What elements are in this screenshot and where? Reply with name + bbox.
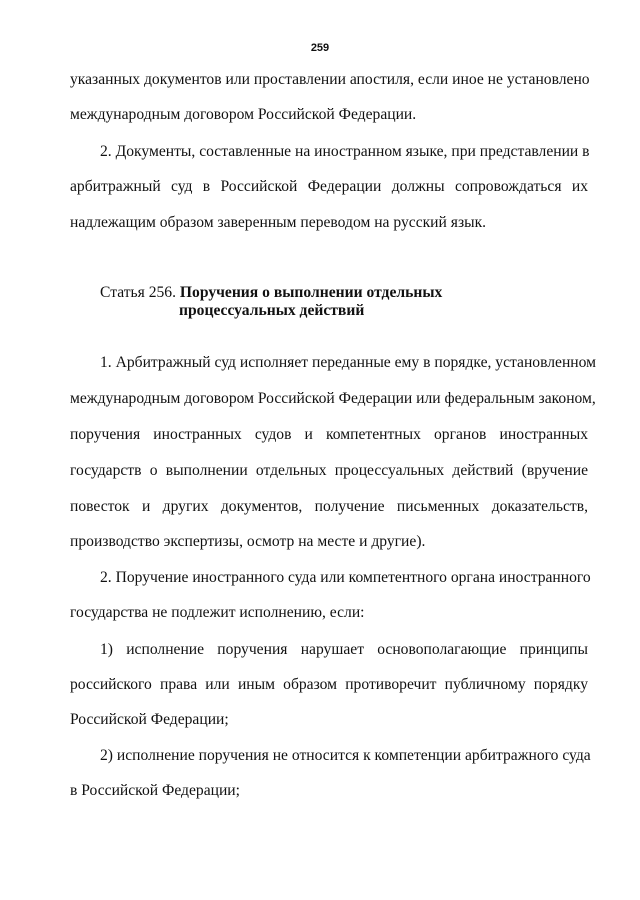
text-line: указанных документов или проставлении апостиля, если иное не установлено <box>70 71 590 88</box>
text-line: арбитражный суд в Российской Федерации должны сопровождаться их <box>70 178 588 195</box>
article-number: Статья 256. <box>100 284 177 301</box>
text-line: Российской Федерации; <box>70 711 229 728</box>
text-line: 1) исполнение поручения нарушает основополагающие принципы <box>100 641 588 658</box>
page-number: 259 <box>310 42 330 54</box>
text-line: российского права или иным образом противоречит публичному порядку <box>70 676 588 693</box>
text-line: государств о выполнении отдельных процессуальных действий (вручение <box>70 462 588 479</box>
text-line: 2) исполнение поручения не относится к компетенции арбитражного суда <box>100 747 591 764</box>
text-line: поручения иностранных судов и компетентных органов иностранных <box>70 426 588 443</box>
text-line: повесток и других документов, получение письменных доказательств, <box>70 498 588 515</box>
text-line: 2. Поручение иностранного суда или компетентного органа иностранного <box>100 569 591 586</box>
article-heading <box>100 283 588 303</box>
text-line: в Российской Федерации; <box>70 782 240 799</box>
text-line: производство экспертизы, осмотр на месте и другие). <box>70 533 426 550</box>
text-line: 2. Документы, составленные на иностранном языке, при представлении в <box>100 143 590 160</box>
article-title-continued: процессуальных действий <box>179 302 365 319</box>
text-line: 1. Арбитражный суд исполняет переданные ему в порядке, установленном <box>100 354 597 371</box>
text-line: надлежащим образом заверенным переводом на русский язык. <box>70 214 487 231</box>
article-title: Поручения о выполнении отдельных <box>179 284 443 301</box>
text-line: государства не подлежит исполнению, если: <box>70 604 365 621</box>
text-line: международным договором Российской Федерации. <box>70 106 417 123</box>
text-line: международным договором Российской Федерации или федеральным законом, <box>70 390 596 407</box>
